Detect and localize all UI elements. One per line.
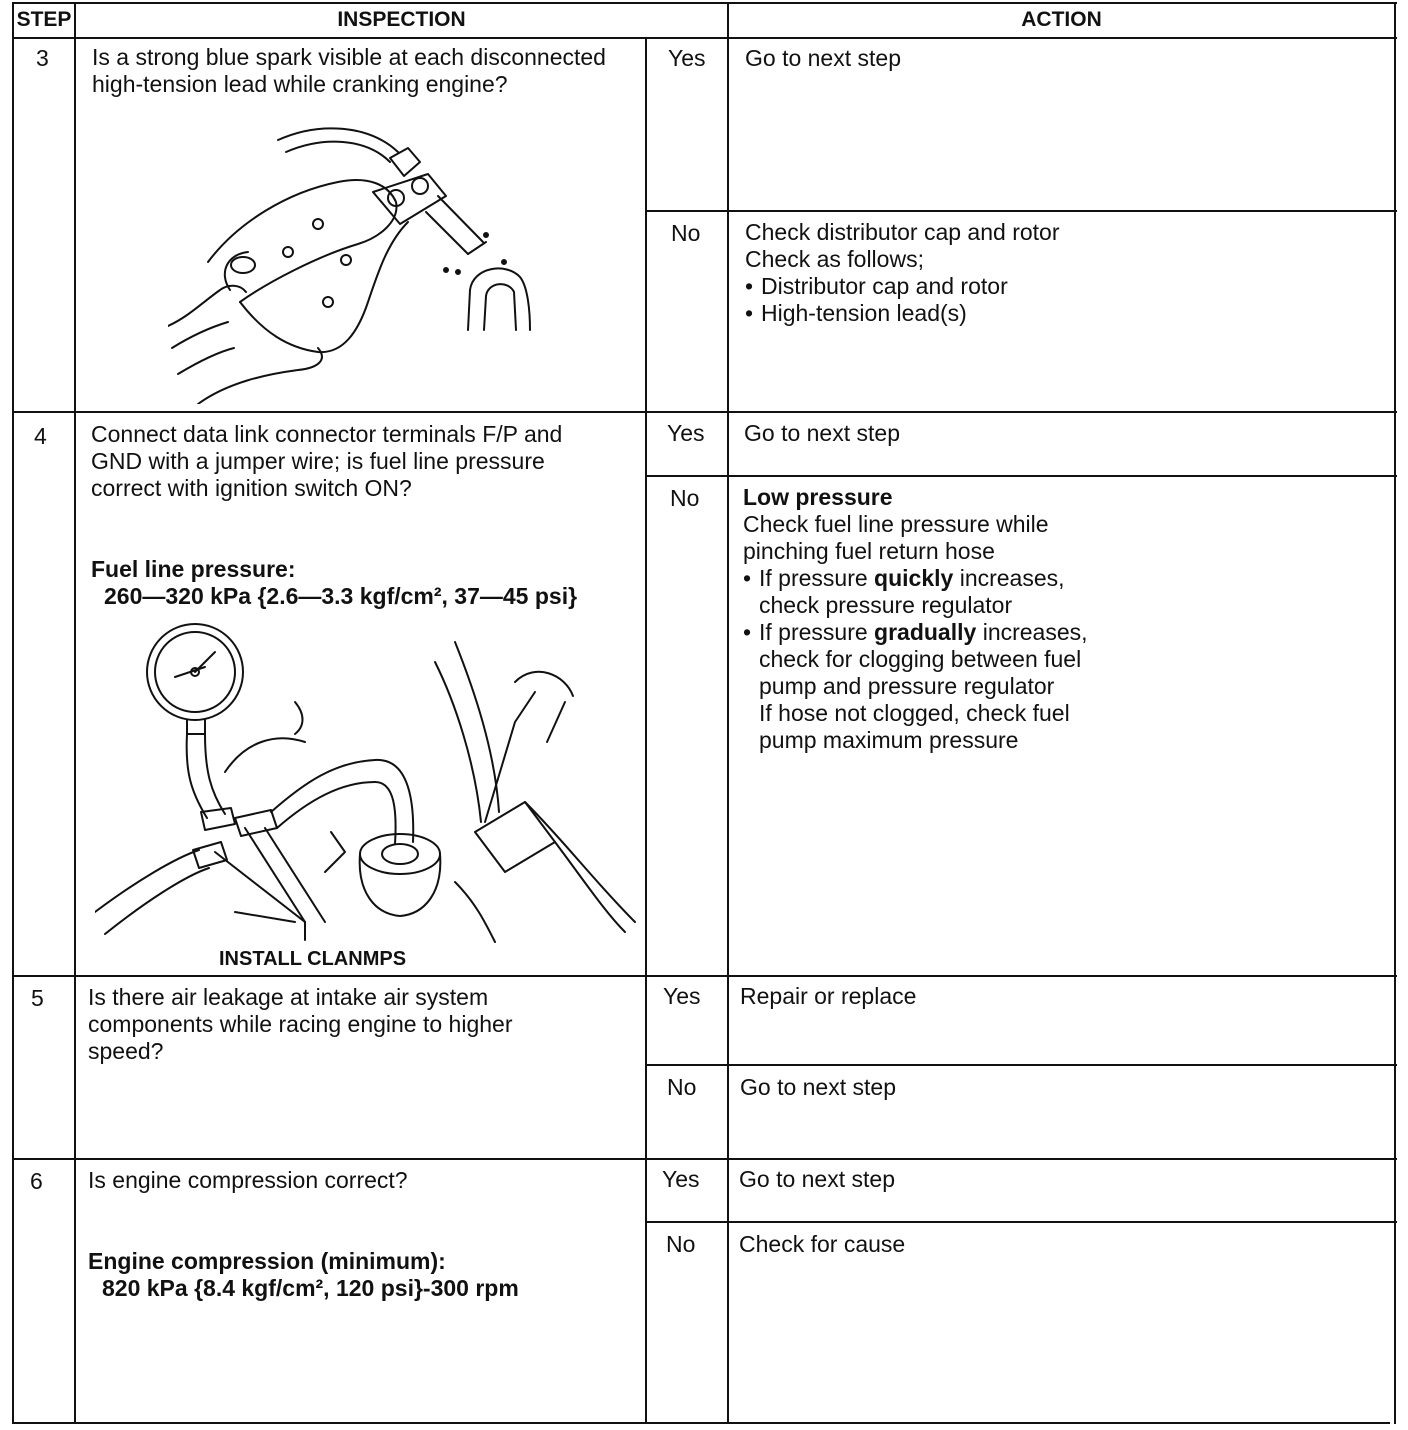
yes-label: Yes bbox=[662, 1166, 700, 1192]
step-number: 3 bbox=[36, 45, 49, 71]
table-border-left bbox=[12, 2, 14, 1424]
row-separator-3-4 bbox=[12, 411, 1397, 413]
step-number: 5 bbox=[31, 985, 44, 1011]
no-action: Go to next step bbox=[740, 1074, 896, 1100]
yes-action: Repair or replace bbox=[740, 983, 917, 1009]
yes-no-separator-5 bbox=[645, 1064, 1397, 1066]
inspection-question: Is there air leakage at intake air system components while racing engine to higher speed? bbox=[88, 984, 513, 1064]
inspection-question: Is engine compression correct? bbox=[88, 1167, 408, 1193]
action-column-divider bbox=[727, 2, 729, 1424]
no-action: Low pressure Check fuel line pressure while pinching fuel return hose • If pressure quickly increases, check pressure regulator • If pressure gradually increases, check for clogging between fuel pump and pressure regulator If hose not clogged, check fuel pump maximum pressure bbox=[743, 484, 1088, 754]
inspection-question: Connect data link connector terminals F/P and GND with a jumper wire; is fuel line pressure correct with ignition switch ON? bbox=[91, 421, 563, 501]
yes-label: Yes bbox=[667, 420, 705, 446]
yes-label: Yes bbox=[668, 45, 706, 71]
no-label: No bbox=[671, 220, 701, 246]
table-border-bottom bbox=[12, 1422, 1390, 1424]
no-action: Check distributor cap and rotor Check as follows; • Distributor cap and rotor • High-tension lead(s) bbox=[745, 219, 1060, 327]
spec-value: 820 kPa {8.4 kgf/cm², 120 psi}-300 rpm bbox=[102, 1275, 519, 1301]
header-action: ACTION bbox=[1021, 8, 1102, 31]
header-separator bbox=[12, 37, 1397, 39]
fuel-pressure-gauge-icon bbox=[95, 622, 640, 952]
header-step: STEP bbox=[16, 8, 72, 31]
header-inspection: INSPECTION bbox=[337, 8, 466, 31]
spec-value: 260—320 kPa {2.6—3.3 kgf/cm², 37—45 psi} bbox=[104, 583, 578, 609]
table-border-right bbox=[1394, 2, 1396, 1424]
step-number: 4 bbox=[34, 423, 47, 449]
yes-action: Go to next step bbox=[744, 420, 900, 446]
spark-tester-pliers-icon bbox=[168, 112, 550, 404]
yes-action: Go to next step bbox=[745, 45, 901, 71]
step-number: 6 bbox=[30, 1168, 43, 1194]
yes-no-separator-6 bbox=[645, 1221, 1397, 1223]
no-action: Check for cause bbox=[739, 1231, 906, 1257]
yes-label: Yes bbox=[663, 983, 701, 1009]
row-separator-5-6 bbox=[12, 1158, 1397, 1160]
no-label: No bbox=[667, 1074, 697, 1100]
no-label: No bbox=[666, 1231, 696, 1257]
yesno-column-divider bbox=[645, 37, 647, 1424]
no-label: No bbox=[670, 485, 700, 511]
yes-no-separator-4 bbox=[645, 475, 1397, 477]
spec-title: Fuel line pressure: bbox=[91, 556, 296, 582]
yes-no-separator-3 bbox=[645, 210, 1397, 212]
yes-action: Go to next step bbox=[739, 1166, 895, 1192]
illustration-label: INSTALL CLANMPS bbox=[219, 948, 407, 970]
row-separator-4-5 bbox=[12, 975, 1397, 977]
step-column-divider bbox=[74, 2, 76, 1424]
inspection-question: Is a strong blue spark visible at each disconnected high-tension lead while cranking engine? bbox=[92, 44, 606, 97]
spec-title: Engine compression (minimum): bbox=[88, 1248, 446, 1274]
table-border-top bbox=[12, 2, 1397, 4]
